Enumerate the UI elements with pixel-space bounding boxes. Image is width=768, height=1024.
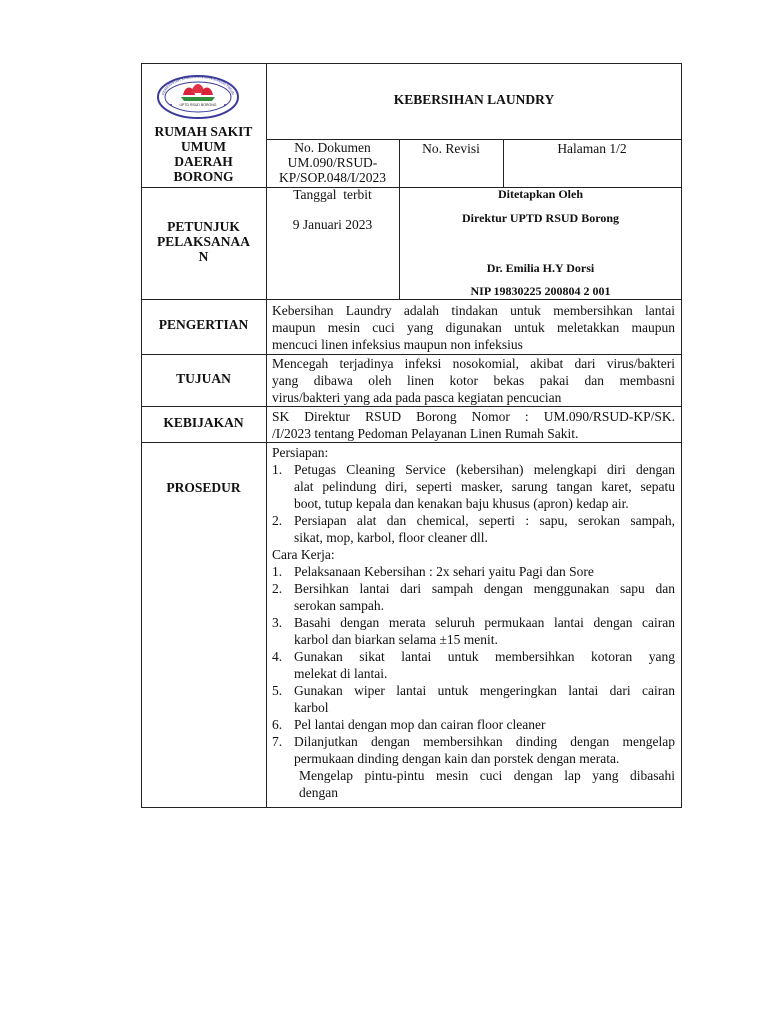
hospital-name-line-2: UMUM xyxy=(181,139,226,154)
list-line: Pelaksanaan Kebersihan : 2x sehari yaitu Pagi dan Sore xyxy=(294,564,594,579)
hospital-logo xyxy=(157,75,239,119)
list-item xyxy=(272,580,675,614)
list-item xyxy=(272,716,675,733)
table-border-right xyxy=(681,63,682,808)
section-label-kebijakan: KEBIJAKAN xyxy=(163,415,244,430)
section-label-tujuan: TUJUAN xyxy=(176,371,231,386)
issue-date-label: Tanggal terbit xyxy=(293,187,372,202)
list-item xyxy=(272,648,675,682)
document-title: KEBERSIHAN LAUNDRY xyxy=(393,92,555,107)
pengertian-line-2: maupun mesin cuci yang digunakan untuk meletakkan maupun xyxy=(272,320,675,335)
petunjuk-line-2: PELAKSANAA xyxy=(156,234,250,249)
list-line: sikat, mop, karbol, floor cleaner dll. xyxy=(294,530,488,545)
prosedur-body xyxy=(272,444,675,801)
list-number: 3. xyxy=(272,615,283,630)
director-position: Direktur UPTD RSUD Borong xyxy=(461,211,619,225)
set-by-label: Ditetapkan Oleh xyxy=(497,187,583,201)
list-item xyxy=(272,682,675,716)
section-label-prosedur: PROSEDUR xyxy=(166,480,241,495)
list-line: karbol xyxy=(294,700,329,715)
list-line: Persiapan alat dan chemical, seperti : sapu, serokan sampah, xyxy=(294,513,675,528)
list-number: 2. xyxy=(272,581,283,596)
pengertian-line-3: mencuci linen infeksius maupun non infeksius xyxy=(272,337,523,352)
doc-number-label: No. Dokumen xyxy=(294,140,371,155)
list-item xyxy=(272,614,675,648)
row-divider-kebijakan xyxy=(141,406,682,407)
work-heading: Cara Kerja: xyxy=(272,547,335,562)
list-item xyxy=(272,563,675,580)
kebijakan-text xyxy=(272,408,675,442)
doc-number-value-line-1: UM.090/RSUD- xyxy=(287,155,378,170)
logo-subtitle: UPTD RSUD BORONG xyxy=(179,103,217,107)
list-number: 7. xyxy=(272,734,283,749)
hospital-name-line-4: BORONG xyxy=(173,169,234,184)
list-item xyxy=(272,733,675,767)
tujuan-line-2: yang dibawa oleh linen kotor bekas pakai dan membasni xyxy=(272,373,675,388)
list-number: 6. xyxy=(272,717,283,732)
kebijakan-line-1: SK Direktur RSUD Borong Nomor : UM.090/RSUD-KP/SK. xyxy=(272,409,675,424)
logo-ring-text: PEMERINTAH KABUPATEN MANGGARAI TIMUR xyxy=(161,75,235,96)
list-number: 2. xyxy=(272,513,283,528)
list-line: Bersihkan lantai dari sampah dengan menggunakan sapu dan xyxy=(294,581,675,596)
petunjuk-line-1: PETUNJUK xyxy=(167,219,240,234)
extra-line-2: dengan xyxy=(299,785,338,800)
pengertian-text xyxy=(272,302,675,353)
signer-name: Dr. Emilia H.Y Dorsi xyxy=(486,261,595,275)
kebijakan-line-2: /I/2023 tentang Pedoman Pelayanan Linen Rumah Sakit. xyxy=(272,426,579,441)
table-border-bottom xyxy=(141,807,682,808)
section-label-petunjuk xyxy=(141,219,266,264)
hospital-name-line-3: DAERAH xyxy=(174,154,233,169)
list-line: Pel lantai dengan mop dan cairan floor cleaner xyxy=(294,717,546,732)
revision-label: No. Revisi xyxy=(422,141,480,156)
doc-number-block xyxy=(266,140,399,185)
hospital-name-line-1: RUMAH SAKIT xyxy=(154,124,253,139)
extra-line-1: Mengelap pintu-pintu mesin cuci dengan lap yang dibasahi xyxy=(299,768,675,783)
section-label-pengertian: PENGERTIAN xyxy=(158,317,249,332)
list-line: serokan sampah. xyxy=(294,598,384,613)
list-line: Dilanjutkan dengan membersihkan dinding dengan mengelap xyxy=(294,734,675,749)
list-line: alat pelindung diri, seperti masker, sarung tangan karet, sepatu xyxy=(294,479,675,494)
list-line: Gunakan wiper lantai untuk mengeringkan lantai dari cairan xyxy=(294,683,675,698)
hospital-name xyxy=(141,124,266,184)
doc-number-value-line-2: KP/SOP.048/I/2023 xyxy=(279,170,386,185)
list-number: 1. xyxy=(272,564,283,579)
list-number: 4. xyxy=(272,649,283,664)
list-line: boot, tutup kepala dan kenakan baju khusus (apron) kedap air. xyxy=(294,496,629,511)
list-number: 5. xyxy=(272,683,283,698)
list-line: karbol dan biarkan selama ±15 menit. xyxy=(294,632,498,647)
signer-nip: NIP 19830225 200804 2 001 xyxy=(470,284,611,298)
issue-date-value: 9 Januari 2023 xyxy=(292,217,373,232)
extra-paragraph xyxy=(272,767,675,801)
table-border-top xyxy=(141,63,682,64)
list-line: Petugas Cleaning Service (kebersihan) melengkapi diri dengan xyxy=(294,462,675,477)
list-number: 1. xyxy=(272,462,283,477)
list-item xyxy=(272,512,675,546)
tujuan-text xyxy=(272,355,675,406)
pengertian-line-1: Kebersihan Laundry adalah tindakan untuk membersihkan lantai xyxy=(272,303,675,318)
list-line: Basahi dengan merata seluruh permukaan lantai dengan cairan xyxy=(294,615,675,630)
tujuan-line-3: virus/bakteri yang ada pada pasca kegiatan pencucian xyxy=(272,390,562,405)
row-divider-prosedur xyxy=(141,442,682,443)
page-label: Halaman 1/2 xyxy=(557,141,627,156)
list-line: Gunakan sikat lantai untuk membersihkan kotoran yang xyxy=(294,649,675,664)
preparation-heading: Persiapan: xyxy=(272,445,329,460)
list-item xyxy=(272,461,675,512)
list-line: permukaan dinding dengan kain dan porstek dengan merata. xyxy=(294,751,620,766)
tujuan-line-1: Mencegah terjadinya infeksi nosokomial, akibat dari virus/bakteri xyxy=(272,356,675,371)
list-line: melekat di lantai. xyxy=(294,666,388,681)
petunjuk-line-3: N xyxy=(198,249,209,264)
